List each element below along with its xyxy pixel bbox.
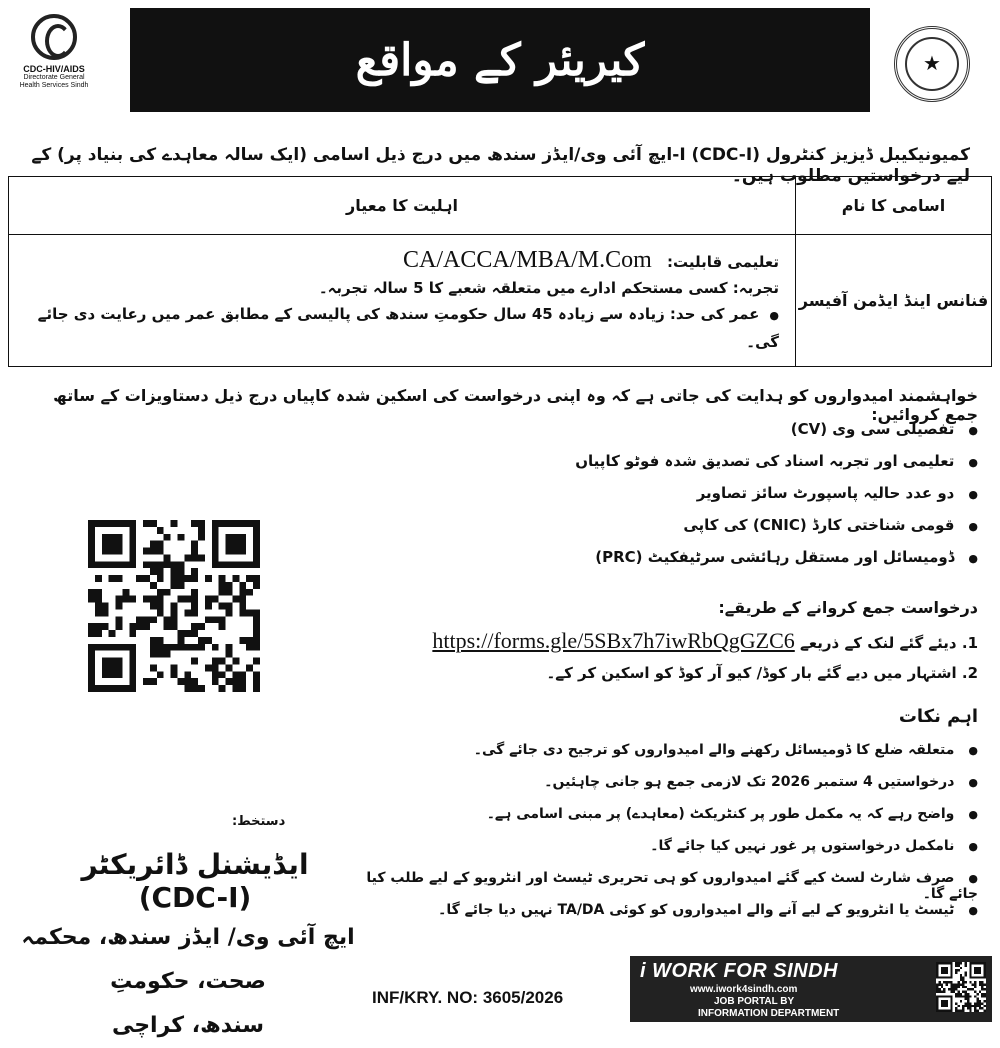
page-title: کیریئر کے مواقع [355, 34, 645, 86]
footer-line-1: JOB PORTAL BY [714, 996, 795, 1007]
logo-title: CDC-HIV/AIDS [23, 64, 85, 74]
sindh-govt-seal [894, 26, 970, 102]
header [0, 0, 1000, 130]
list-item: ● قومی شناختی کارڈ (CNIC) کی کاپی [418, 516, 978, 548]
header-criteria: اہلیت کا معیار [9, 177, 796, 235]
list-item: ● واضح رہے کہ یہ مکمل طور پر کنٹریکٹ (معاہدے) پر مبنی اسامی ہے۔ [358, 806, 978, 838]
notes-heading: اہم نکات [898, 706, 978, 727]
intro-text: کمیونیکیبل ڈیزیز کنٹرول (CDC-I) I-ایچ آئی وی/ایڈز سندھ میں درج ذیل اسامی (ایک سالہ معاہدے کی بنیاد پر) کے لیے درخواستیں مطلوب ہیں۔ [31, 145, 970, 186]
qualification-line [25, 247, 779, 275]
table-header-row [9, 177, 992, 235]
footer-website[interactable]: www.iwork4sindh.com [690, 984, 798, 995]
signatory-title: ایڈیشنل ڈائریکٹر (CDC-I) [81, 848, 309, 914]
table-row [9, 235, 992, 367]
experience-line: تجربہ: کسی مستحکم ادارے میں متعلقہ شعبے کا 5 سالہ تجربہ۔ [318, 278, 779, 297]
cdc-logo [14, 14, 94, 90]
documents-intro: خواہشمند امیدواروں کو ہدایت کی جاتی ہے کہ وہ اپنی درخواست کی اسکین شدہ کاپیاں درج ذیل دستاویزات کے ساتھ جمع کروائیں: [53, 386, 978, 424]
department-line-2: سندھ، کراچی [111, 1013, 265, 1038]
footer-brand: i WORK FOR SINDH [640, 960, 838, 982]
list-item: ● صرف شارٹ لسٹ کیے گئے امیدواروں کو ہی تحریری ٹیسٹ اور انٹرویو کے لیے طلب کیا جائے گا۔ [358, 870, 978, 902]
list-item: ● درخواستیں 4 ستمبر 2026 تک لازمی جمع ہو جانی چاہئیں۔ [358, 774, 978, 806]
list-item: ● متعلقہ ضلع کا ڈومیسائل رکھنے والے امیدواروں کو ترجیح دی جائے گی۔ [358, 742, 978, 774]
posts-table [8, 176, 992, 367]
footer-line-2: INFORMATION DEPARTMENT [698, 1008, 840, 1019]
reference-number: INF/KRY. NO: 3605/2026 [372, 988, 564, 1007]
apply-method-2: 2. اشتہار میں دیے گئے بار کوڈ/ کیو آر کوڈ کو اسکین کر کے۔ [546, 664, 978, 682]
signatory-department [18, 916, 358, 1048]
footer-banner [630, 956, 992, 1022]
list-item: ● دو عدد حالیہ پاسپورٹ سائز تصاویر [418, 484, 978, 516]
department-line-1: ایچ آئی وی/ ایڈز سندھ، محکمہ صحت، حکومتِ [21, 925, 355, 994]
seal-icon [905, 37, 959, 91]
documents-list [418, 420, 978, 580]
criteria-cell [9, 235, 796, 367]
title-banner [130, 8, 870, 112]
application-form-link[interactable]: https://forms.gle/5SBx7h7iwRbQgGZC6 [432, 628, 795, 653]
qualification-label: تعلیمی قابلیت: [666, 252, 779, 271]
notes-list [358, 742, 978, 934]
post-name: فنانس اینڈ ایڈمن آفیسر [796, 235, 992, 367]
list-item: ● ڈومیسائل اور مستقل رہائشی سرٹیفکیٹ (PRC) [418, 548, 978, 580]
list-item: ● تعلیمی اور تجربہ اسناد کی تصدیق شدہ فوٹو کاپیاں [418, 452, 978, 484]
footer-qr-code [936, 962, 986, 1012]
logo-subtitle-2: Health Services Sindh [19, 82, 89, 89]
qualification-value: CA/ACCA/MBA/M.Com [403, 246, 652, 273]
apply-heading: درخواست جمع کروانے کے طریقے: [718, 598, 978, 617]
ribbon-icon [31, 14, 77, 60]
apply-method-1-label: 1. دیئے گئے لنک کے ذریعے [800, 634, 978, 652]
age-line: ● عمر کی حد: زیادہ سے زیادہ 45 سال حکومتِ سندھ کی پالیسی کے مطابق عمر میں رعایت دی جائے گی۔ [25, 301, 779, 355]
list-item: ● تفصیلی سی وی (CV) [418, 420, 978, 452]
logo-subtitle-1: Directorate General [23, 74, 85, 81]
signature-label: دستخط: [232, 814, 286, 829]
header-post-name: اسامی کا نام [796, 177, 992, 235]
list-item: ● نامکمل درخواستوں پر غور نہیں کیا جائے گا۔ [358, 838, 978, 870]
list-item: ● ٹیسٹ یا انٹرویو کے لیے آنے والے امیدواروں کو کوئی TA/DA نہیں دیا جائے گا۔ [358, 902, 978, 934]
qr-code[interactable] [88, 520, 260, 692]
apply-method-1 [258, 628, 978, 654]
